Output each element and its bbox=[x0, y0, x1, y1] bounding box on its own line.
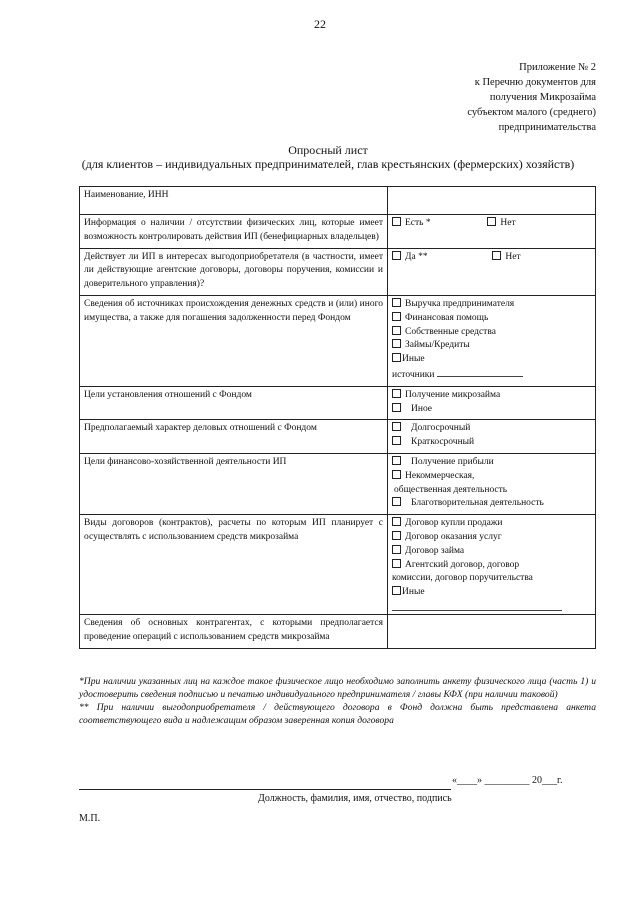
questionnaire-table bbox=[79, 186, 596, 649]
answer-field[interactable] bbox=[388, 187, 596, 215]
checkbox[interactable] bbox=[392, 422, 401, 431]
table-row bbox=[80, 215, 596, 249]
footnote: *При наличии указанных лиц на каждое такое физическое лицо необходимо заполнить анкету физического лица (часть 1) и удостоверить сведения подписью и печатью индивидуального предпринимателя / главы КФХ (при наличии таковой) bbox=[79, 676, 596, 700]
option-label: Получение микрозайма bbox=[405, 389, 501, 400]
answer-cell bbox=[388, 215, 596, 249]
footnotes bbox=[79, 675, 596, 727]
checkbox[interactable] bbox=[392, 456, 401, 465]
table-row bbox=[80, 515, 596, 615]
option-label: Иное bbox=[411, 403, 433, 414]
option-label: Иные bbox=[402, 587, 425, 598]
row-label: Информация о наличии / отсутствии физических лиц, которые имеет возможность контролировать действия ИП (бенефициарных владельцев) bbox=[80, 215, 388, 249]
answer-cell bbox=[388, 420, 596, 454]
checkbox[interactable] bbox=[492, 251, 501, 260]
page-number: 22 bbox=[314, 17, 326, 31]
signature-line[interactable] bbox=[79, 789, 451, 790]
checkbox[interactable] bbox=[392, 470, 401, 479]
answer-cell bbox=[388, 453, 596, 514]
table-row bbox=[80, 248, 596, 295]
option-label: Иные bbox=[402, 354, 425, 365]
table-row bbox=[80, 453, 596, 514]
answer-cell bbox=[388, 386, 596, 420]
table-row bbox=[80, 420, 596, 454]
option-label: Нет bbox=[505, 251, 521, 262]
row-label: Цели финансово-хозяйственной деятельности ИП bbox=[80, 453, 388, 514]
checkbox[interactable] bbox=[392, 545, 401, 554]
table-row bbox=[80, 187, 596, 215]
stamp-place-label: М.П. bbox=[79, 813, 101, 824]
appendix-line: к Перечню документов для bbox=[474, 77, 596, 88]
checkbox[interactable] bbox=[392, 326, 401, 335]
checkbox[interactable] bbox=[392, 251, 401, 260]
option-label: комиссии, договор поручительства bbox=[392, 573, 533, 584]
row-label: Предполагаемый характер деловых отношений с Фондом bbox=[80, 420, 388, 454]
checkbox[interactable] bbox=[392, 517, 401, 526]
checkbox[interactable] bbox=[392, 298, 401, 307]
appendix-line: Приложение № 2 bbox=[519, 62, 596, 73]
footnote: ** При наличии выгодоприобретателя / действующего договора в Фонд должна быть представлена анкета соответствующего вида и надлежащим образом заверенная копия договора bbox=[79, 702, 596, 726]
date-field[interactable]: «____» _________ 20___г. bbox=[452, 775, 563, 786]
answer-field[interactable] bbox=[388, 614, 596, 648]
option-label: Некоммерческая, bbox=[405, 470, 475, 481]
checkbox[interactable] bbox=[392, 403, 401, 412]
table-row bbox=[80, 614, 596, 648]
checkbox[interactable] bbox=[392, 389, 401, 398]
checkbox[interactable] bbox=[392, 353, 401, 362]
table-row bbox=[80, 386, 596, 420]
option-label: Нет bbox=[500, 218, 516, 228]
row-label: Виды договоров (контрактов), расчеты по которым ИП планирует с осуществлять с использованием средств микрозайма bbox=[80, 515, 388, 615]
checkbox[interactable] bbox=[392, 586, 401, 595]
checkbox[interactable] bbox=[392, 559, 401, 568]
option-label: Выручка предпринимателя bbox=[405, 298, 515, 309]
option-label: Агентский договор, договор bbox=[405, 559, 520, 570]
row-label: Действует ли ИП в интересах выгодоприобретателя (в частности, имеет ли действующие агентские договоры, договоры поручения, комиссии и доверительного управления)? bbox=[80, 248, 388, 295]
checkbox[interactable] bbox=[487, 217, 496, 226]
title-subtitle: (для клиентов – индивидуальных предпринимателей, глав крестьянских (фермерских) хозяйств) bbox=[81, 157, 575, 171]
option-label: Получение прибыли bbox=[411, 456, 494, 467]
answer-cell bbox=[388, 515, 596, 615]
answer-cell bbox=[388, 295, 596, 386]
option-label: Финансовая помощь bbox=[405, 312, 489, 323]
checkbox[interactable] bbox=[392, 217, 401, 226]
title-main: Опросный лист bbox=[288, 143, 368, 157]
appendix-header bbox=[366, 60, 596, 135]
option-label: Займы/Кредиты bbox=[405, 340, 470, 351]
option-label: Да ** bbox=[405, 251, 428, 262]
form-title bbox=[70, 143, 586, 171]
option-label: Долгосрочный bbox=[411, 423, 471, 434]
table-row bbox=[80, 295, 596, 386]
option-label: Есть * bbox=[405, 218, 431, 228]
option-label: Договор оказания услуг bbox=[405, 531, 502, 542]
checkbox[interactable] bbox=[392, 436, 401, 445]
option-label: Договор займа bbox=[405, 545, 465, 556]
checkbox[interactable] bbox=[392, 339, 401, 348]
option-label: Краткосрочный bbox=[411, 437, 475, 448]
option-label: Благотворительная деятельность bbox=[411, 498, 544, 509]
option-label: Договор купли продажи bbox=[405, 518, 503, 529]
row-label: Сведения об источниках происхождения денежных средств и (или) иного имущества, а также для погашения задолженности перед Фондом bbox=[80, 295, 388, 386]
row-label: Цели установления отношений с Фондом bbox=[80, 386, 388, 420]
appendix-line: предпринимательства bbox=[498, 122, 596, 133]
signature-caption: Должность, фамилия, имя, отчество, подпись bbox=[258, 793, 452, 804]
option-label: источники bbox=[392, 369, 435, 380]
answer-cell bbox=[388, 248, 596, 295]
option-label: общественная деятельность bbox=[394, 484, 508, 495]
appendix-line: субъектом малого (среднего) bbox=[467, 107, 596, 118]
checkbox[interactable] bbox=[392, 312, 401, 321]
option-label: Собственные средства bbox=[405, 326, 496, 337]
checkbox[interactable] bbox=[392, 531, 401, 540]
row-label: Наименование, ИНН bbox=[80, 187, 388, 215]
appendix-line: получения Микрозайма bbox=[489, 92, 596, 103]
fill-in-line[interactable] bbox=[437, 367, 523, 377]
fill-in-line[interactable] bbox=[392, 610, 562, 611]
row-label: Сведения об основных контрагентах, с которыми предполагается проведение операций с использованием средств микрозайма bbox=[80, 614, 388, 648]
checkbox[interactable] bbox=[392, 497, 401, 506]
